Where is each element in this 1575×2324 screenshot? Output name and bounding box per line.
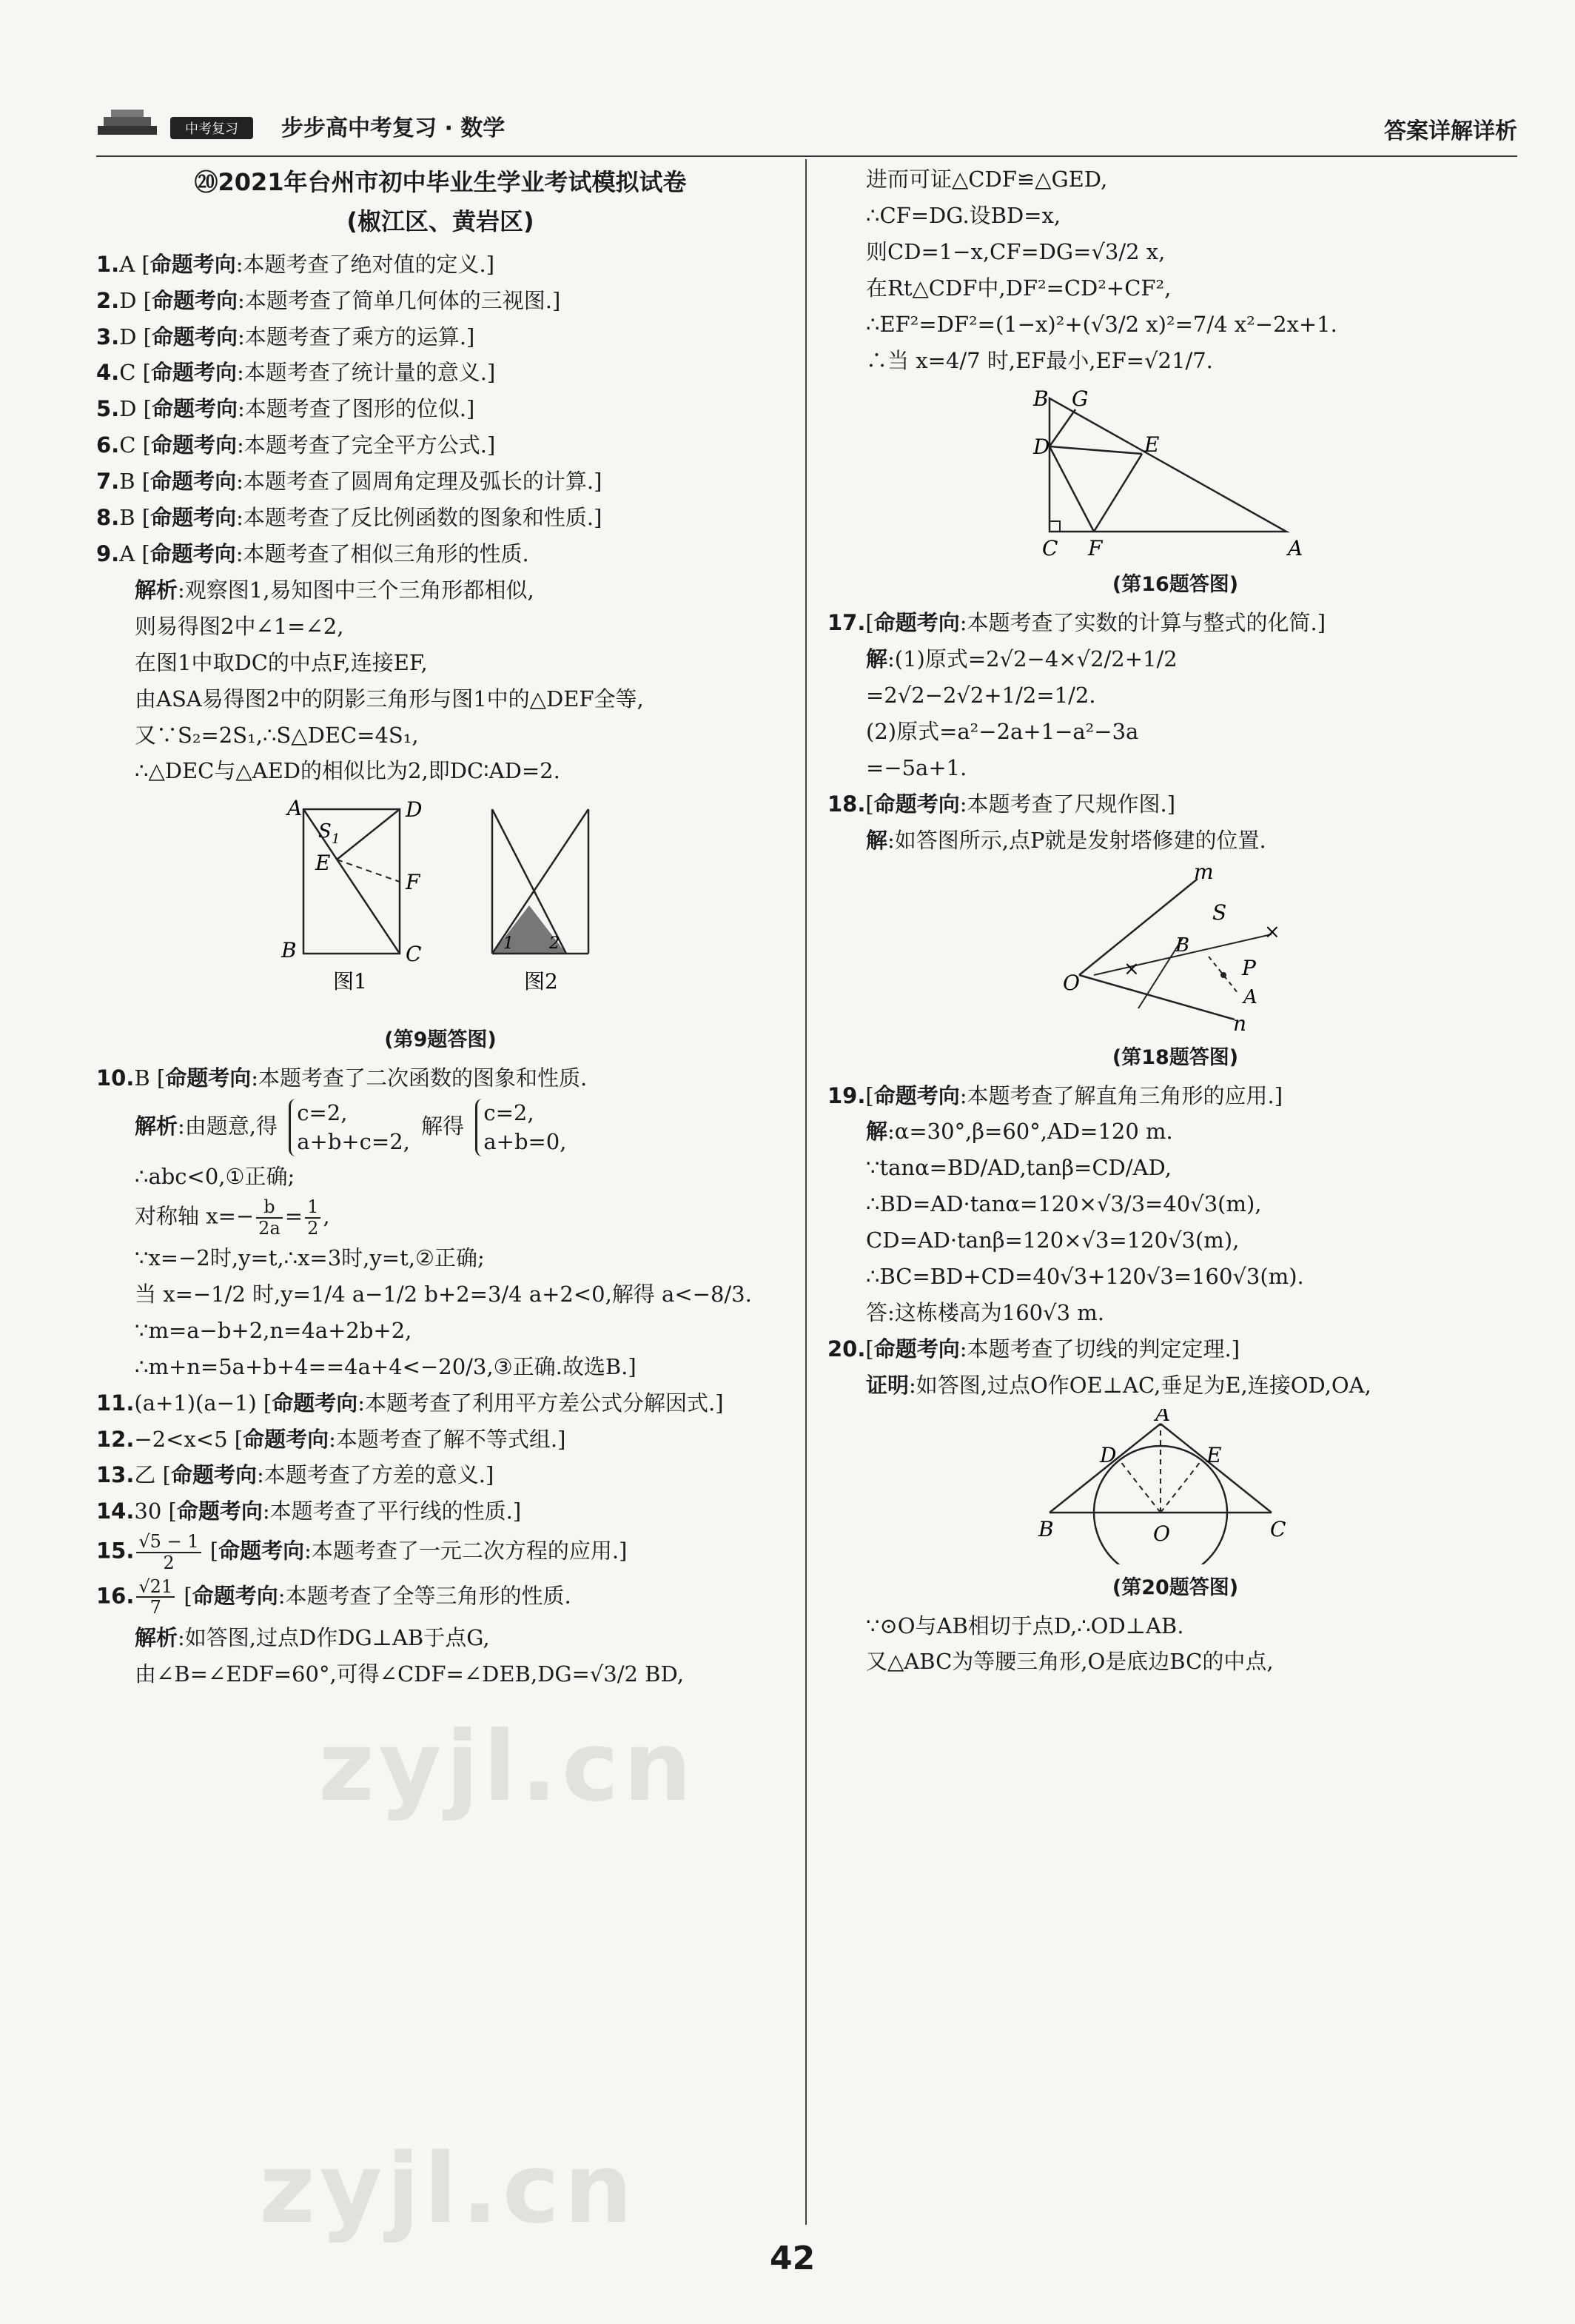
svg-text:1: 1 [503,934,514,954]
q10-line: ∴abc<0,①正确; [135,1164,295,1190]
svg-text:O: O [1063,970,1080,995]
svg-text:×: × [1124,957,1140,980]
svg-text:E: E [1206,1442,1222,1467]
answer-16: 16. $\frac{√21}{7}$ [命题考向:本题考查了全等三角形的性质. [96,1576,571,1618]
q9-fig1-diagram [281,796,422,966]
answer-19: 19.[命题考向:本题考查了解直角三角形的应用.] [827,1082,1283,1108]
svg-text:E: E [315,851,331,876]
q9-analysis-line: 解析:观察图1,易知图中三个三角形都相似, [135,577,534,603]
watermark: zyjl.cn [318,1710,696,1823]
answer-14: 14.30 [命题考向:本题考查了平行线的性质.] [96,1498,522,1524]
header-section-label: 答案详解详析 [1384,118,1517,144]
q20-figure [827,1409,1523,1603]
header-divider [96,155,1517,157]
q9-fig2-diagram [492,809,588,954]
q9-figure [96,794,785,1055]
q18-figure-caption: (第18题答图) [1112,1045,1239,1069]
page-header [96,104,1517,155]
q19-solution-line: ∴BC=BD+CD=40√3+120√3=160√3(m). [866,1264,1304,1290]
answer-10: 10.B [命题考向:本题考查了二次函数的图象和性质. [96,1065,588,1091]
q16-continued-line: ∴当 x=4/7 时,EF最小,EF=√21/7. [866,347,1213,373]
right-column [827,159,1523,1682]
q9-analysis-line: 又∵S₂=2S₁,∴S△DEC=4S₁, [135,722,419,748]
svg-text:F: F [1088,536,1103,561]
answer-20: 20.[命题考向:本题考查了切线的判定定理.] [827,1336,1240,1362]
q18-solution-line: 解:如答图所示,点P就是发射塔修建的位置. [866,827,1266,853]
answer-1: 1.A [命题考向:本题考查了绝对值的定义.] [96,251,495,277]
q18-figure [827,864,1523,1073]
exam-subtitle: (椒江区、黄岩区) [346,207,534,236]
q10-line: ∵x=−2时,y=t,∴x=3时,y=t,②正确; [135,1245,485,1271]
answer-17: 17.[命题考向:本题考查了实数的计算与整式的化简.] [827,610,1326,636]
svg-text:F: F [406,870,420,895]
q20-proof-line: 证明:如答图,过点O作OE⊥AC,垂足为E,连接OD,OA, [866,1372,1371,1398]
svg-text:B: B [281,938,297,963]
q19-solution-line: 解:α=30°,β=60°,AD=120 m. [866,1119,1173,1145]
q16-continued-line: 则CD=1−x,CF=DG=√3/2 x, [866,238,1166,264]
q19-solution-line: ∴BD=AD·tanα=120×√3/3=40√3(m), [866,1191,1262,1217]
answer-3: 3.D [命题考向:本题考查了乘方的运算.] [96,324,475,349]
svg-text:D: D [406,797,423,823]
q19-solution-line: CD=AD·tanβ=120×√3=120√3(m), [866,1228,1240,1253]
q16-analysis-line: 由∠B=∠EDF=60°,可得∠CDF=∠DEB,DG=√3/2 BD, [135,1661,684,1687]
book-logo [96,104,259,148]
svg-text:C: C [1042,536,1058,561]
q9-analysis-line: ∴△DEC与△AED的相似比为2,即DC∶AD=2. [135,758,560,784]
answer-8: 8.B [命题考向:本题考查了反比例函数的图象和性质.] [96,505,602,531]
exam-title: ⑳2021年台州市初中毕业生学业考试模拟试卷 [194,168,687,196]
q17-solution-line: =2√2−2√2+1/2=1/2. [866,683,1096,709]
svg-text:S: S [318,820,332,843]
column-divider [805,159,807,2225]
svg-text:B: B [1033,386,1049,412]
q16-analysis-line: 解析:如答图,过点D作DG⊥AB于点G, [135,1624,490,1650]
q10-axis-line: 对称轴 x=− $\frac{b}{2a}$ = $\frac{1}{2}$ , [135,1196,330,1239]
book-title: 步步高中考复习 · 数学 [281,115,506,141]
answer-4: 4.C [命题考向:本题考查了统计量的意义.] [96,360,496,386]
q17-solution-line: =−5a+1. [866,754,967,780]
q20-proof-line: ∵⊙O与AB相切于点D,∴OD⊥AB. [866,1613,1184,1638]
left-column [96,159,785,1695]
svg-text:A: A [1155,1408,1171,1426]
q16-figure [827,384,1523,600]
svg-text:D: D [1033,435,1050,460]
q19-solution-line: 答:这栋楼高为160√3 m. [866,1299,1104,1325]
answer-5: 5.D [命题考向:本题考查了图形的位似.] [96,396,475,422]
q10-line: ∵m=a−b+2,n=4a+2b+2, [135,1317,412,1343]
svg-text:S: S [1212,900,1227,925]
q9-analysis-line: 由ASA易得图2中的阴影三角形与图1中的△DEF全等, [135,686,644,711]
svg-text:×: × [1264,920,1280,943]
q20-figure-caption: (第20题答图) [1112,1575,1239,1599]
page-number: 42 [770,2240,816,2277]
q10-line: 当 x=−1/2 时,y=1/4 a−1/2 b+2=3/4 a+2<0,解得 a<−8/3. [135,1281,752,1307]
svg-text:n: n [1233,1011,1247,1034]
answer-15: 15. $\frac{√5 - 1}{2}$ [命题考向:本题考查了一元二次方程的应用.] [96,1531,628,1573]
svg-text:C: C [1270,1516,1286,1541]
answer-13: 13.乙 [命题考向:本题考查了方差的意义.] [96,1462,494,1488]
svg-text:m: m [1194,863,1214,884]
q16-continued-line: 在Rt△CDF中,DF²=CD²+CF², [866,275,1172,301]
q16-figure-caption: (第16题答图) [1112,573,1239,597]
q9-analysis-line: 则易得图2中∠1=∠2, [135,613,344,639]
svg-text:1: 1 [332,831,340,848]
q10-line: ∴m+n=5a+b+4==4a+4<−20/3,③正确.故选B.] [135,1353,637,1379]
watermark: zyjl.cn [259,2132,637,2245]
q9-fig1-label: 图1 [333,969,367,994]
q17-solution-line: (2)原式=a²−2a+1−a²−3a [866,719,1139,745]
q20-proof-line: 又△ABC为等腰三角形,O是底边BC的中点, [866,1649,1274,1675]
svg-text:2: 2 [549,934,560,954]
svg-text:C: C [406,942,422,967]
svg-text:P: P [1242,955,1256,980]
q9-fig2-label: 图2 [524,969,558,994]
svg-text:B: B [1175,934,1190,957]
answer-2: 2.D [命题考向:本题考查了简单几何体的三视图.] [96,287,561,313]
q9-figure-caption: (第9题答图) [384,1028,497,1052]
answer-9: 9.A [命题考向:本题考查了相似三角形的性质. [96,540,529,566]
q16-continued-line: ∴CF=DG.设BD=x, [866,202,1061,228]
svg-text:D: D [1100,1442,1117,1467]
svg-text:A: A [287,796,303,821]
answer-18: 18.[命题考向:本题考查了尺规作图.] [827,791,1176,817]
svg-text:A: A [1288,536,1303,561]
logo-text: 中考复习 [185,121,238,137]
svg-text:G: G [1072,386,1089,412]
answer-11: 11.(a+1)(a−1) [命题考向:本题考查了利用平方差公式分解因式.] [96,1390,724,1416]
q16-continued-line: ∴EF²=DF²=(1−x)²+(√3/2 x)²=7/4 x²−2x+1. [866,311,1337,337]
svg-text:E: E [1144,432,1160,458]
q9-analysis-line: 在图1中取DC的中点F,连接EF, [135,649,428,675]
q17-solution-line: 解:(1)原式=2√2−4×√2/2+1/2 [866,646,1178,672]
answer-7: 7.B [命题考向:本题考查了圆周角定理及弧长的计算.] [96,469,602,495]
q19-solution-line: ∵tanα=BD/AD,tanβ=CD/AD, [866,1155,1172,1181]
svg-text:O: O [1153,1521,1170,1546]
answer-12: 12.−2<x<5 [命题考向:本题考查了解不等式组.] [96,1426,566,1452]
answer-6: 6.C [命题考向:本题考查了完全平方公式.] [96,432,496,458]
q16-continued-line: 进而可证△CDF≌△GED, [866,167,1108,192]
svg-text:B: B [1038,1516,1054,1541]
q10-system-line: 解析:由题意,得 c=2, a+b+c=2, 解得 c=2, a+b=0, [96,1099,785,1156]
svg-text:A: A [1243,985,1257,1008]
